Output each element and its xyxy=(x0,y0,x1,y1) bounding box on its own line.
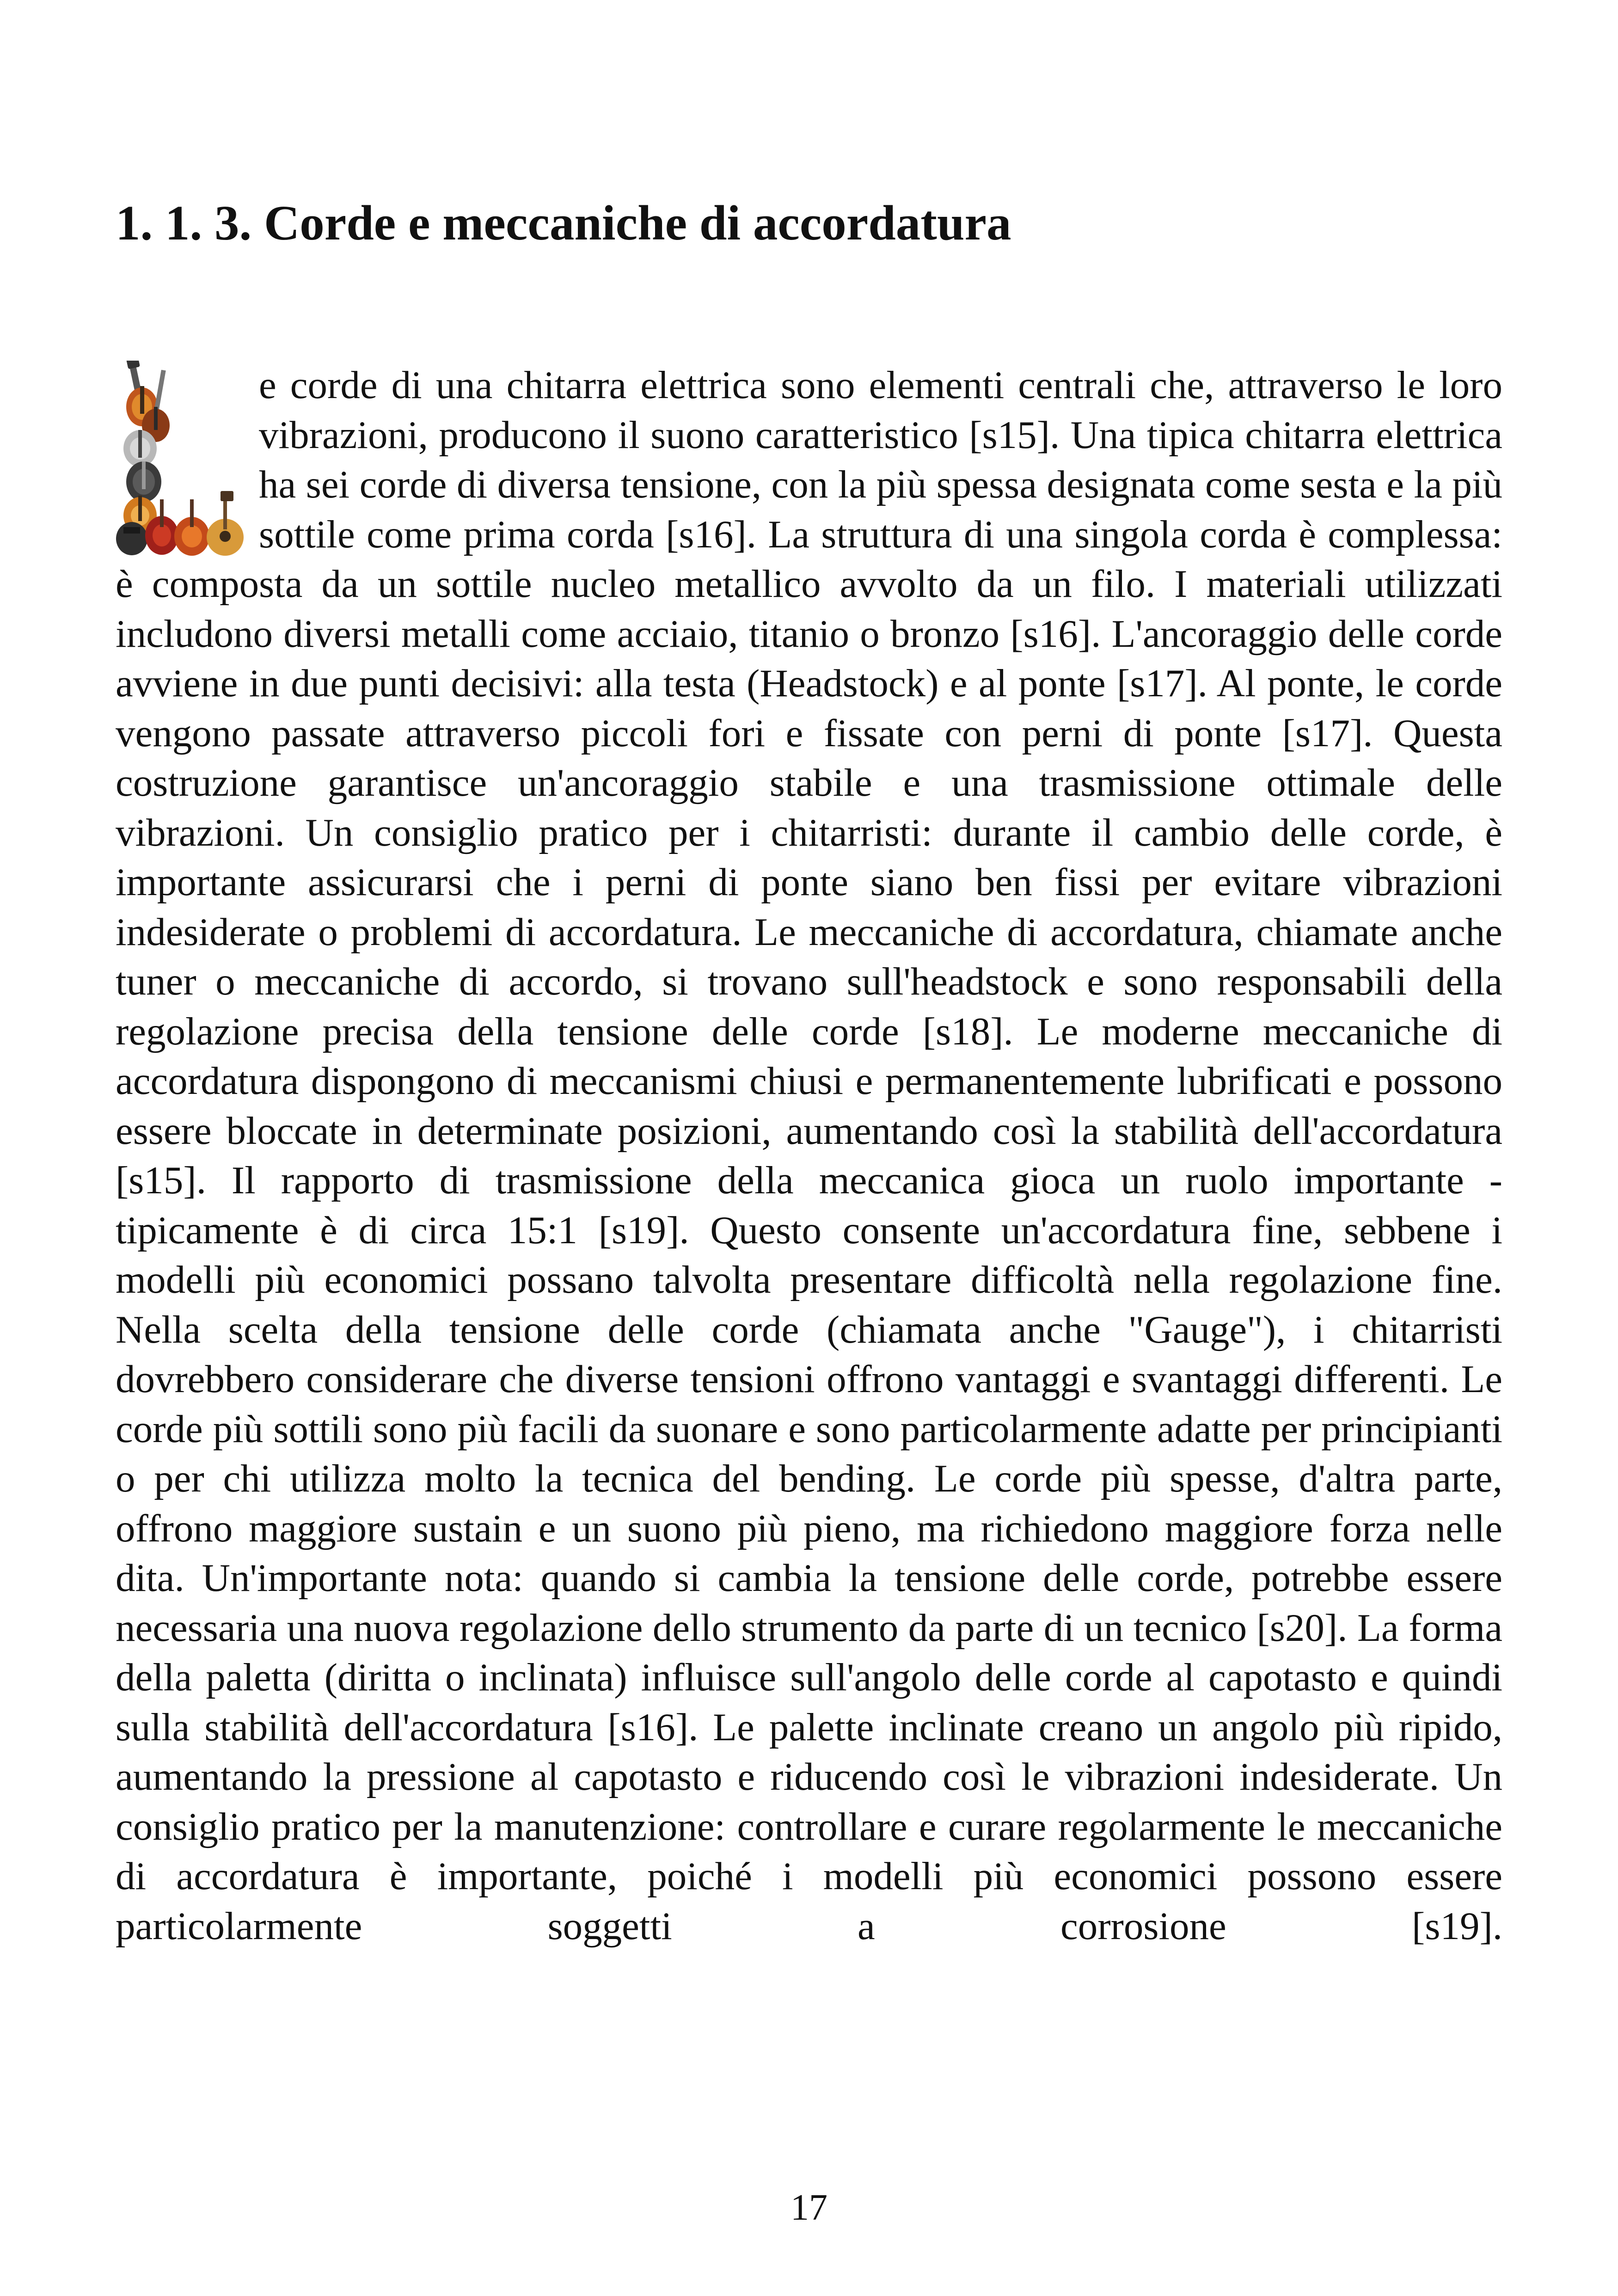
guitars-illustration-icon xyxy=(113,361,250,557)
body-text: e corde di una chitarra elettrica sono elementi centrali che, attraverso le loro vibrazioni, producono il suono caratteristico [s15]. Una tipica chitarra elettrica ha sei corde di diversa tensione, con la più spessa designata come sesta e la più sottile come prima corda [s16]. La struttura di una singola corda è complessa: è composta da un sottile nucleo metallico avvolto da un filo. I materiali utilizzati includono diversi metalli come acciaio, titanio o bronzo [s16]. L'ancoraggio delle corde avviene in due punti decisivi: alla testa (Headstock) e al ponte [s17]. Al ponte, le corde vengono passate attraverso piccoli fori e fissate con perni di ponte [s17]. Questa costruzione garantisce un'ancoraggio stabile e una trasmissione ottimale delle vibrazioni. Un consiglio pratico per i chitarristi: durante il cambio delle corde, è importante assicurarsi che i perni di ponte siano ben fissi per evitare vibrazioni indesiderate o problemi di accordatura. Le meccaniche di accordatura, chiamate anche tuner o meccaniche di accordo, si trovano sull'headstock e sono responsabili della regolazione precisa della tensione delle corde [s18]. Le moderne meccaniche di accordatura dispongono di meccanismi chiusi e permanentemente lubrificati e possono essere bloccate in determinate posizioni, aumentando così la stabilità dell'accordatura [s15]. Il rapporto di trasmissione della meccanica gioca un ruolo importante - tipicamente è di circa 15:1 [s19]. Questo consente un'accordatura fine, sebbene i modelli più economici possano talvolta presentare difficoltà nella regolazione fine. Nella scelta della tensione delle corde (chiamata anche "Gauge"), i chitarristi dovrebbero considerare che diverse tensioni offrono vantaggi e svantaggi differenti. Le corde più sottili sono più facili da suonare e sono particolarmente adatte per principianti o per chi utilizza molto la tecnica del bending. Le corde più spesse, d'altra parte, offrono maggiore sustain e un suono più pieno, ma richiedono maggiore forza nelle dita. Un'importante nota: quando si cambia la tensione delle corde, potrebbe essere necessaria una nuova regolazione dello strumento da parte di un tecnico [s20]. La forma della paletta (diritta o inclinata) influisce sull'angolo delle corde al capotasto e quindi sulla stabilità dell'accordatura [s16]. Le palette inclinate creano un angolo più ripido, aumentando la pressione al capotasto e riducendo così le vibrazioni indesiderate. Un consiglio pratico per la manutenzione: controllare e curare regolarmente le meccaniche di accordatura è importante, poiché i modelli più economici possono essere particolarmente soggetti a corrosione [s19]. xyxy=(116,363,1502,1948)
section-heading: 1. 1. 3. Corde e meccaniche di accordatura xyxy=(116,196,1011,251)
page-number: 17 xyxy=(791,2187,827,2228)
body-paragraph xyxy=(116,361,1502,1951)
dropcap-guitars-illustration xyxy=(113,361,250,557)
